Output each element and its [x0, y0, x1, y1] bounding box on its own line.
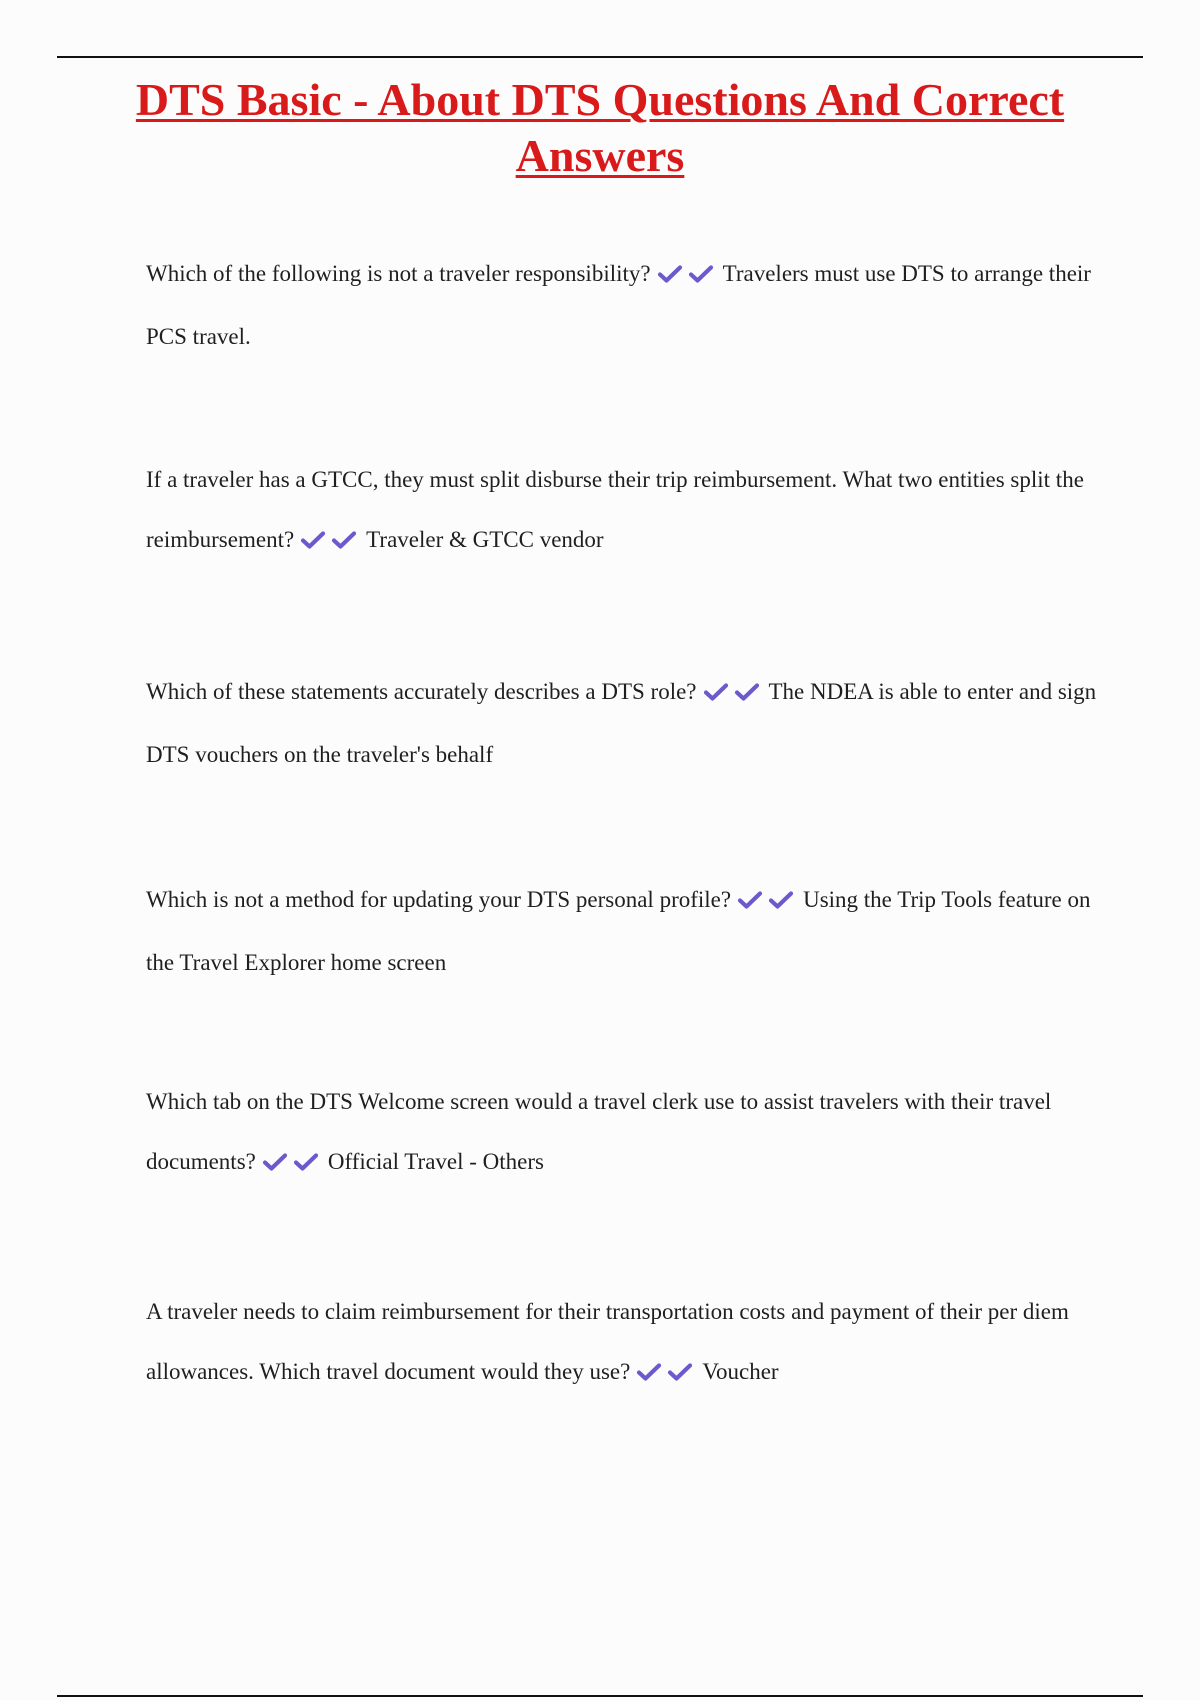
document-title: DTS Basic - About DTS Questions And Correct Answers	[135, 74, 1065, 181]
answer-text: Travelers must use DTS to arrange their PCS travel.	[146, 261, 1091, 349]
double-checkmark-icon	[636, 1345, 698, 1405]
answer-text: Traveler & GTCC vendor	[366, 527, 604, 552]
qa-item-2	[146, 450, 1106, 573]
answer-text: Official Travel - Others	[327, 1149, 544, 1174]
question-text: Which of these statements accurately describes a DTS role?	[146, 679, 697, 704]
bottom-rule	[57, 1695, 1143, 1697]
answer-text: Voucher	[702, 1359, 779, 1384]
question-text: Which tab on the DTS Welcome screen would a travel clerk use to assist travelers with their travel documents?	[146, 1089, 1052, 1174]
double-checkmark-icon	[262, 1135, 324, 1195]
qa-item-1	[146, 244, 1106, 367]
double-checkmark-icon	[300, 513, 362, 573]
qa-item-4	[146, 870, 1106, 993]
answer-text: Using the Trip Tools feature on the Travel Explorer home screen	[146, 887, 1091, 975]
qa-item-5	[146, 1072, 1106, 1195]
qa-item-6	[146, 1282, 1106, 1405]
qa-item-3	[146, 662, 1106, 785]
question-text: Which of the following is not a traveler responsibility?	[146, 261, 651, 286]
double-checkmark-icon	[657, 247, 719, 307]
double-checkmark-icon	[703, 665, 765, 725]
double-checkmark-icon	[737, 873, 799, 933]
question-text: If a traveler has a GTCC, they must split disburse their trip reimbursement. What two entities split the reimbursement?	[146, 467, 1084, 552]
question-text: A traveler needs to claim reimbursement for their transportation costs and payment of their per diem allowances. Which travel document would they use?	[146, 1299, 1069, 1384]
answer-text: The NDEA is able to enter and sign DTS vouchers on the traveler's behalf	[146, 679, 1097, 767]
top-rule	[57, 56, 1143, 58]
question-text: Which is not a method for updating your DTS personal profile?	[146, 887, 732, 912]
